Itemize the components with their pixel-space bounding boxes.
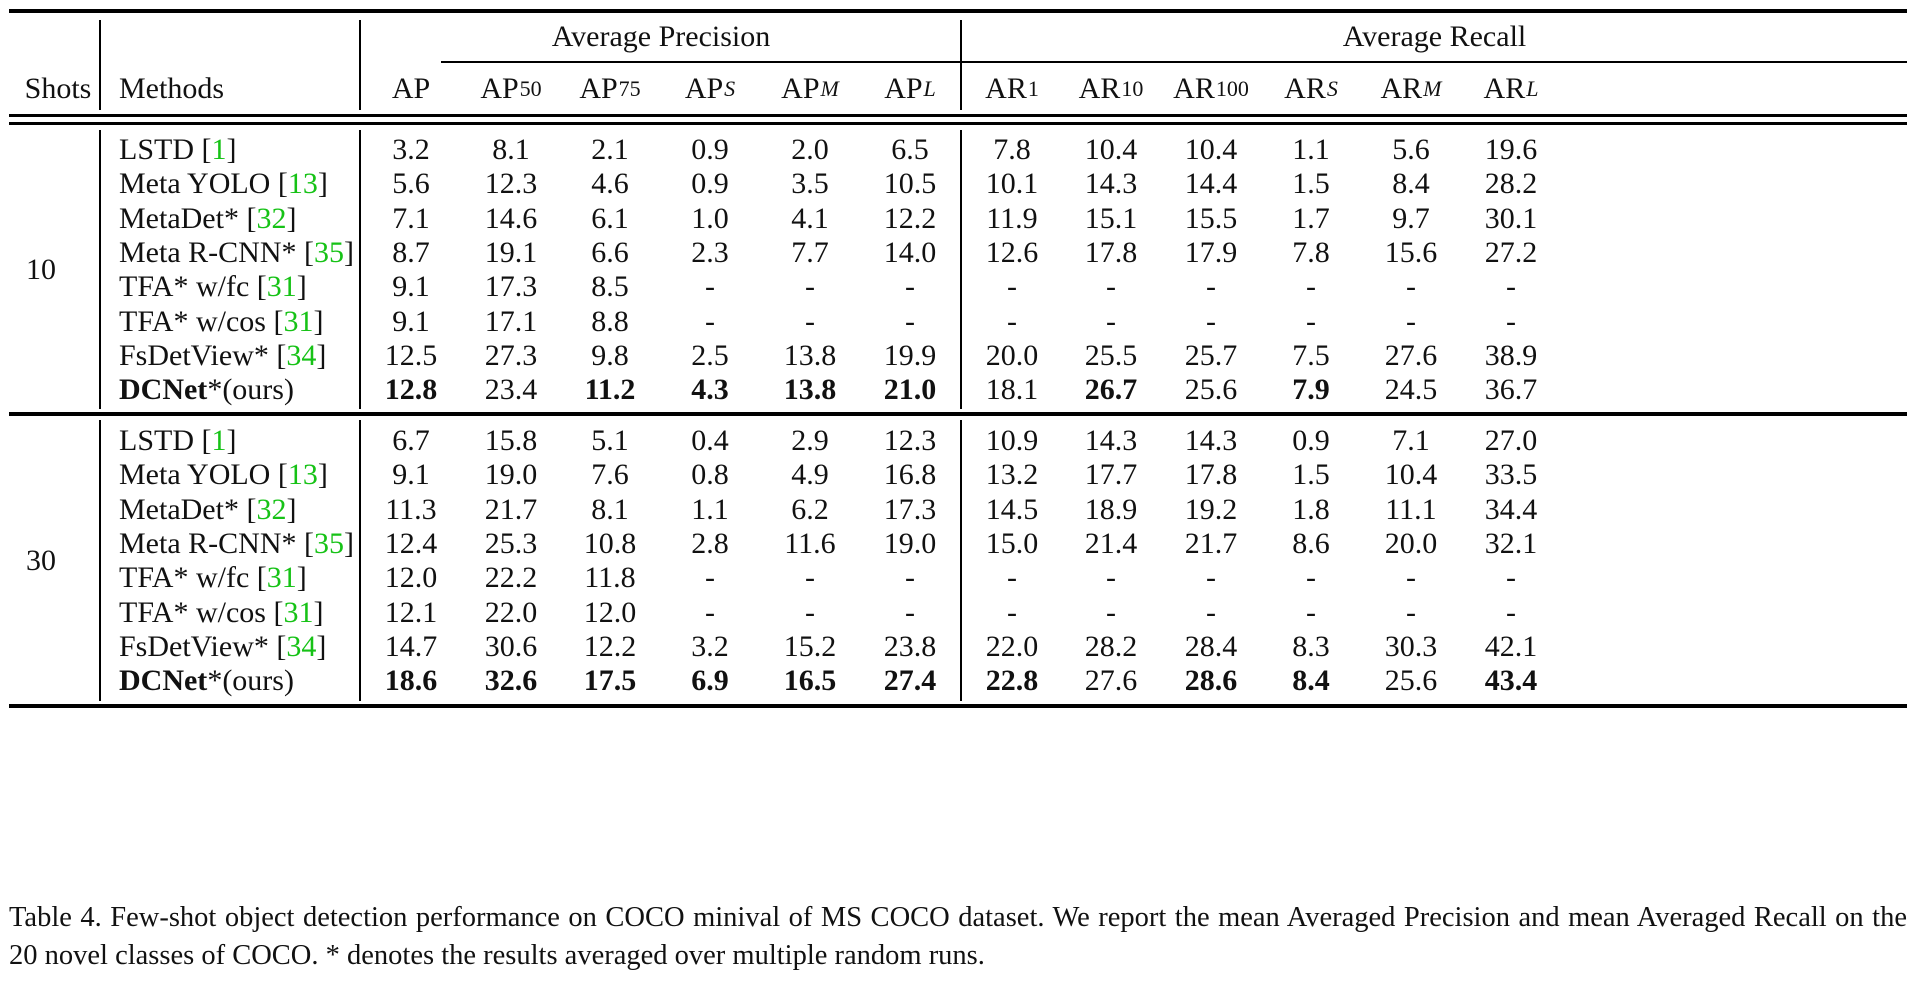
value-cell: 27.0 xyxy=(1484,424,1538,458)
value-cell: 22.8 xyxy=(985,664,1039,698)
value-cell: 8.1 xyxy=(591,492,629,526)
value-cell: 18.6 xyxy=(384,664,438,698)
value-cell: 6.1 xyxy=(591,201,629,235)
value-cell: 6.7 xyxy=(392,424,430,458)
value-cell: - xyxy=(1506,270,1516,304)
value-cell: 14.3 xyxy=(1184,424,1238,458)
col-header-apl: AP L xyxy=(884,72,936,105)
value-cell: 1.0 xyxy=(691,201,729,235)
value-cell: 25.7 xyxy=(1184,338,1238,372)
table-row xyxy=(9,339,1907,373)
value-cell: 9.1 xyxy=(392,458,430,492)
table-row xyxy=(9,424,1907,458)
value-cell: 25.6 xyxy=(1184,373,1238,407)
value-cell: 8.8 xyxy=(591,304,629,338)
value-cell: 27.2 xyxy=(1484,236,1538,270)
value-cell: 27.3 xyxy=(484,338,538,372)
value-cell: 11.9 xyxy=(986,201,1038,235)
value-cell: 7.1 xyxy=(1392,424,1430,458)
value-cell: 20.0 xyxy=(1384,527,1438,561)
value-cell: 21.7 xyxy=(484,492,538,526)
value-cell: 12.4 xyxy=(384,527,438,561)
value-cell: 30.6 xyxy=(484,629,538,663)
value-cell: 1.8 xyxy=(1292,492,1330,526)
header-double-rule-1 xyxy=(9,114,1907,117)
value-cell: 12.8 xyxy=(384,373,438,407)
value-cell: 25.5 xyxy=(1084,338,1138,372)
citation-link[interactable]: 31 xyxy=(266,270,297,304)
citation-link[interactable]: 35 xyxy=(313,527,344,561)
value-cell: 0.4 xyxy=(691,424,729,458)
value-cell: - xyxy=(1007,304,1017,338)
value-cell: - xyxy=(1206,270,1216,304)
method-name: MetaDet* [ 32 ] xyxy=(119,492,297,526)
value-cell: - xyxy=(805,304,815,338)
value-cell: 7.7 xyxy=(791,236,829,270)
value-cell: 43.4 xyxy=(1484,664,1538,698)
method-name: LSTD [ 1 ] xyxy=(119,424,237,458)
citation-link[interactable]: 32 xyxy=(256,201,287,235)
value-cell: 21.7 xyxy=(1184,527,1238,561)
value-cell: 0.9 xyxy=(691,167,729,201)
value-cell: 12.2 xyxy=(883,201,937,235)
value-cell: 15.0 xyxy=(985,527,1039,561)
value-cell: - xyxy=(905,304,915,338)
value-cell: 19.0 xyxy=(883,527,937,561)
value-cell: 38.9 xyxy=(1484,338,1538,372)
table-row xyxy=(9,561,1907,595)
shots-value: 30 xyxy=(26,544,56,577)
value-cell: 18.9 xyxy=(1084,492,1138,526)
value-cell: 13.8 xyxy=(783,338,837,372)
value-cell: 25.6 xyxy=(1384,664,1438,698)
value-cell: 11.1 xyxy=(1385,492,1437,526)
group-label-ap: Average Precision xyxy=(551,20,771,53)
col-header-ap50: AP 50 xyxy=(480,72,542,105)
bottom-rule xyxy=(9,704,1907,708)
value-cell: 5.1 xyxy=(591,424,629,458)
value-cell: 0.9 xyxy=(1292,424,1330,458)
value-cell: - xyxy=(805,561,815,595)
header-double-rule-2 xyxy=(9,122,1907,125)
value-cell: 17.7 xyxy=(1084,458,1138,492)
value-cell: 19.6 xyxy=(1484,133,1538,167)
value-cell: 36.7 xyxy=(1484,373,1538,407)
value-cell: 32.1 xyxy=(1484,527,1538,561)
value-cell: 8.3 xyxy=(1292,629,1330,663)
method-name: Meta R-CNN* [ 35 ] xyxy=(119,527,354,561)
citation-link[interactable]: 31 xyxy=(266,561,297,595)
value-cell: 1.5 xyxy=(1292,167,1330,201)
method-name: DCNet *(ours) xyxy=(119,664,294,698)
col-header-apm: AP M xyxy=(781,72,839,105)
citation-link[interactable]: 34 xyxy=(286,338,317,372)
value-cell: 9.7 xyxy=(1392,201,1430,235)
table-row xyxy=(9,167,1907,201)
value-cell: 25.3 xyxy=(484,527,538,561)
value-cell: 27.4 xyxy=(883,664,937,698)
value-cell: 11.8 xyxy=(584,561,636,595)
value-cell: - xyxy=(1406,304,1416,338)
value-cell: 7.8 xyxy=(1292,236,1330,270)
value-cell: 26.7 xyxy=(1084,373,1138,407)
value-cell: 3.2 xyxy=(691,629,729,663)
value-cell: - xyxy=(705,595,715,629)
value-cell: 4.3 xyxy=(691,373,729,407)
value-cell: - xyxy=(1506,304,1516,338)
method-name: MetaDet* [ 32 ] xyxy=(119,201,297,235)
value-cell: 28.4 xyxy=(1184,629,1238,663)
method-name: TFA* w/cos [ 31 ] xyxy=(119,304,324,338)
value-cell: - xyxy=(1406,595,1416,629)
value-cell: 21.0 xyxy=(883,373,937,407)
table-row xyxy=(9,373,1907,407)
value-cell: - xyxy=(705,270,715,304)
value-cell: 10.5 xyxy=(883,167,937,201)
value-cell: 15.1 xyxy=(1084,201,1138,235)
value-cell: 15.6 xyxy=(1384,236,1438,270)
value-cell: 14.3 xyxy=(1084,424,1138,458)
value-cell: 11.2 xyxy=(584,373,636,407)
value-cell: 8.7 xyxy=(392,236,430,270)
value-cell: 6.2 xyxy=(791,492,829,526)
value-cell: 7.9 xyxy=(1292,373,1330,407)
value-cell: - xyxy=(805,595,815,629)
group-label-ar: Average Recall xyxy=(1342,20,1527,53)
value-cell: - xyxy=(1206,561,1216,595)
value-cell: 14.7 xyxy=(384,629,438,663)
value-cell: - xyxy=(1106,595,1116,629)
value-cell: 9.1 xyxy=(392,304,430,338)
value-cell: 13.2 xyxy=(985,458,1039,492)
value-cell: 4.9 xyxy=(791,458,829,492)
value-cell: - xyxy=(1306,595,1316,629)
value-cell: - xyxy=(1506,561,1516,595)
value-cell: 14.5 xyxy=(985,492,1039,526)
citation-link[interactable]: 35 xyxy=(313,236,344,270)
col-header-ap75: AP 75 xyxy=(579,72,641,105)
table-row xyxy=(9,596,1907,630)
value-cell: 19.0 xyxy=(484,458,538,492)
value-cell: 11.6 xyxy=(784,527,836,561)
value-cell: 14.0 xyxy=(883,236,937,270)
citation-link[interactable]: 31 xyxy=(283,595,314,629)
value-cell: 28.2 xyxy=(1484,167,1538,201)
value-cell: 21.4 xyxy=(1084,527,1138,561)
table-row xyxy=(9,305,1907,339)
value-cell: - xyxy=(1306,561,1316,595)
value-cell: - xyxy=(1206,304,1216,338)
value-cell: 12.1 xyxy=(384,595,438,629)
value-cell: 14.3 xyxy=(1084,167,1138,201)
value-cell: - xyxy=(1007,595,1017,629)
value-cell: 17.3 xyxy=(484,270,538,304)
value-cell: - xyxy=(1206,595,1216,629)
col-header-ar1: AR 1 xyxy=(985,72,1039,105)
table-row xyxy=(9,133,1907,167)
table-row xyxy=(9,664,1907,698)
value-cell: 30.1 xyxy=(1484,201,1538,235)
value-cell: 17.9 xyxy=(1184,236,1238,270)
top-rule xyxy=(9,9,1907,13)
table-row xyxy=(9,527,1907,561)
value-cell: 13.8 xyxy=(783,373,837,407)
method-name: FsDetView* [ 34 ] xyxy=(119,629,327,663)
value-cell: 16.8 xyxy=(883,458,937,492)
citation-link[interactable]: 32 xyxy=(256,492,287,526)
value-cell: 7.5 xyxy=(1292,338,1330,372)
citation-link[interactable]: 34 xyxy=(286,629,317,663)
value-cell: 17.8 xyxy=(1084,236,1138,270)
table-row xyxy=(9,236,1907,270)
value-cell: 17.8 xyxy=(1184,458,1238,492)
method-name: TFA* w/cos [ 31 ] xyxy=(119,595,324,629)
col-header-aps: AP S xyxy=(684,72,736,105)
method-name: FsDetView* [ 34 ] xyxy=(119,338,327,372)
value-cell: 10.1 xyxy=(985,167,1039,201)
value-cell: 5.6 xyxy=(1392,133,1430,167)
col-header-arm: AR M xyxy=(1380,72,1442,105)
col-header-ars: AR S xyxy=(1284,72,1338,105)
value-cell: 22.0 xyxy=(985,629,1039,663)
value-cell: 2.5 xyxy=(691,338,729,372)
value-cell: 18.1 xyxy=(985,373,1039,407)
method-name: Meta R-CNN* [ 35 ] xyxy=(119,236,354,270)
value-cell: 10.9 xyxy=(985,424,1039,458)
value-cell: 32.6 xyxy=(484,664,538,698)
col-header-ar100: AR 100 xyxy=(1173,72,1249,105)
value-cell: 15.5 xyxy=(1184,201,1238,235)
value-cell: 16.5 xyxy=(783,664,837,698)
value-cell: 1.1 xyxy=(1292,133,1330,167)
value-cell: 22.2 xyxy=(484,561,538,595)
value-cell: - xyxy=(1007,561,1017,595)
col-header-arl: AR L xyxy=(1483,72,1539,105)
value-cell: 14.4 xyxy=(1184,167,1238,201)
value-cell: 19.1 xyxy=(484,236,538,270)
value-cell: 9.8 xyxy=(591,338,629,372)
value-cell: 5.6 xyxy=(392,167,430,201)
value-cell: 8.5 xyxy=(591,270,629,304)
column-header-row xyxy=(9,64,1907,114)
value-cell: 17.5 xyxy=(583,664,637,698)
value-cell: - xyxy=(1106,270,1116,304)
value-cell: 28.2 xyxy=(1084,629,1138,663)
value-cell: 27.6 xyxy=(1084,664,1138,698)
value-cell: 12.0 xyxy=(384,561,438,595)
value-cell: 0.9 xyxy=(691,133,729,167)
value-cell: 20.0 xyxy=(985,338,1039,372)
value-cell: 24.5 xyxy=(1384,373,1438,407)
value-cell: 12.2 xyxy=(583,629,637,663)
value-cell: 2.8 xyxy=(691,527,729,561)
value-cell: 10.8 xyxy=(583,527,637,561)
citation-link[interactable]: 13 xyxy=(287,167,318,201)
method-name: TFA* w/fc [ 31 ] xyxy=(119,270,307,304)
value-cell: 1.5 xyxy=(1292,458,1330,492)
col-header-ap: AP xyxy=(391,72,431,105)
value-cell: - xyxy=(1506,595,1516,629)
table-caption: Table 4. Few-shot object detection performance on COCO minival of MS COCO dataset. We report the mean Averaged Precision and mean Averaged Recall on the 20 novel classes of COCO. * denotes the results averaged over multiple random runs. xyxy=(9,902,1907,971)
value-cell: 23.8 xyxy=(883,629,937,663)
value-cell: 12.3 xyxy=(883,424,937,458)
value-cell: 10.4 xyxy=(1084,133,1138,167)
value-cell: 6.6 xyxy=(591,236,629,270)
value-cell: 17.1 xyxy=(484,304,538,338)
group-header-rule xyxy=(441,61,1907,63)
value-cell: 11.3 xyxy=(385,492,437,526)
value-cell: 2.9 xyxy=(791,424,829,458)
table-row xyxy=(9,493,1907,527)
table-row xyxy=(9,630,1907,664)
citation-link[interactable]: 13 xyxy=(287,458,318,492)
value-cell: - xyxy=(905,595,915,629)
value-cell: 33.5 xyxy=(1484,458,1538,492)
value-cell: - xyxy=(705,561,715,595)
table-row xyxy=(9,270,1907,304)
value-cell: 6.5 xyxy=(891,133,929,167)
value-cell: 6.9 xyxy=(691,664,729,698)
value-cell: 10.4 xyxy=(1384,458,1438,492)
citation-link[interactable]: 1 xyxy=(211,133,227,167)
value-cell: 19.9 xyxy=(883,338,937,372)
value-cell: 17.3 xyxy=(883,492,937,526)
value-cell: - xyxy=(1406,270,1416,304)
value-cell: 3.2 xyxy=(392,133,430,167)
value-cell: 7.8 xyxy=(993,133,1031,167)
method-name: TFA* w/fc [ 31 ] xyxy=(119,561,307,595)
value-cell: 12.5 xyxy=(384,338,438,372)
shots-value: 10 xyxy=(26,253,56,286)
value-cell: - xyxy=(805,270,815,304)
value-cell: 12.0 xyxy=(583,595,637,629)
value-cell: 8.4 xyxy=(1292,664,1330,698)
value-cell: - xyxy=(1406,561,1416,595)
table-row xyxy=(9,202,1907,236)
value-cell: 9.1 xyxy=(392,270,430,304)
value-cell: 10.4 xyxy=(1184,133,1238,167)
value-cell: 23.4 xyxy=(484,373,538,407)
value-cell: - xyxy=(1106,304,1116,338)
value-cell: - xyxy=(1306,270,1316,304)
value-cell: 30.3 xyxy=(1384,629,1438,663)
methods-header: Methods xyxy=(119,72,224,105)
value-cell: 15.8 xyxy=(484,424,538,458)
value-cell: 8.4 xyxy=(1392,167,1430,201)
value-cell: - xyxy=(905,561,915,595)
value-cell: 1.1 xyxy=(691,492,729,526)
value-cell: 7.1 xyxy=(392,201,430,235)
value-cell: 34.4 xyxy=(1484,492,1538,526)
value-cell: 2.3 xyxy=(691,236,729,270)
value-cell: - xyxy=(905,270,915,304)
value-cell: 22.0 xyxy=(484,595,538,629)
method-name: Meta YOLO [ 13 ] xyxy=(119,458,328,492)
citation-link[interactable]: 1 xyxy=(211,424,227,458)
value-cell: 2.1 xyxy=(591,133,629,167)
method-name: Meta YOLO [ 13 ] xyxy=(119,167,328,201)
group-separator-rule xyxy=(9,412,1907,416)
value-cell: 12.6 xyxy=(985,236,1039,270)
value-cell: 7.6 xyxy=(591,458,629,492)
value-cell: 12.3 xyxy=(484,167,538,201)
value-cell: 4.6 xyxy=(591,167,629,201)
shots-header: Shots xyxy=(24,72,92,105)
col-header-ar10: AR 10 xyxy=(1078,72,1144,105)
method-name: DCNet *(ours) xyxy=(119,373,294,407)
value-cell: 19.2 xyxy=(1184,492,1238,526)
value-cell: 2.0 xyxy=(791,133,829,167)
value-cell: 28.6 xyxy=(1184,664,1238,698)
value-cell: - xyxy=(705,304,715,338)
value-cell: 27.6 xyxy=(1384,338,1438,372)
citation-link[interactable]: 31 xyxy=(283,304,314,338)
table-row xyxy=(9,458,1907,492)
value-cell: 15.2 xyxy=(783,629,837,663)
value-cell: - xyxy=(1007,270,1017,304)
value-cell: 42.1 xyxy=(1484,629,1538,663)
value-cell: 14.6 xyxy=(484,201,538,235)
method-name: LSTD [ 1 ] xyxy=(119,133,237,167)
value-cell: 8.1 xyxy=(492,133,530,167)
value-cell: - xyxy=(1106,561,1116,595)
value-cell: 3.5 xyxy=(791,167,829,201)
value-cell: 1.7 xyxy=(1292,201,1330,235)
value-cell: 0.8 xyxy=(691,458,729,492)
value-cell: - xyxy=(1306,304,1316,338)
value-cell: 4.1 xyxy=(791,201,829,235)
value-cell: 8.6 xyxy=(1292,527,1330,561)
group-header-row xyxy=(9,14,1907,60)
